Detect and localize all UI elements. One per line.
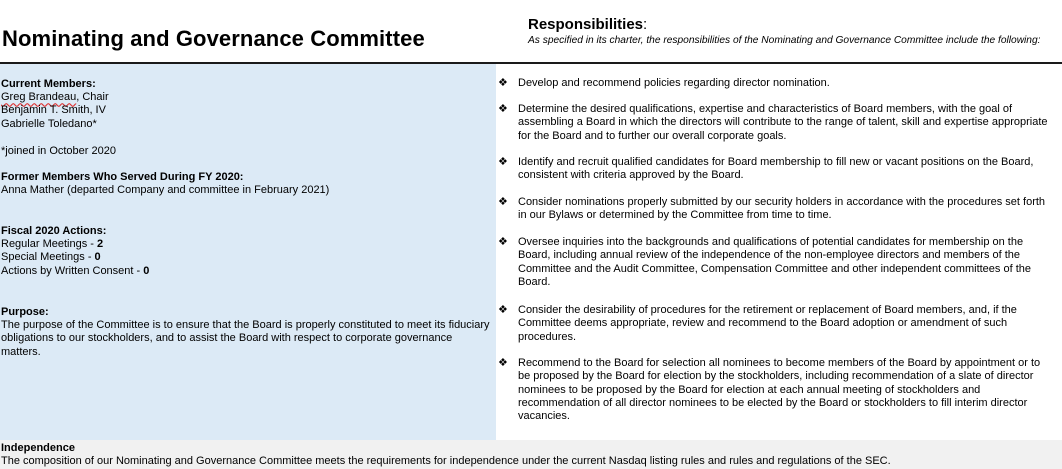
responsibilities-heading xyxy=(528,16,647,33)
list-item-text: Determine the desired qualifications, expertise and characteristics of Board members, with the goal of assembling a Board in which the directors will contribute to the range of talent, skill and expertise appropriate for the Board and to further our overall corporate goals. xyxy=(518,103,1048,142)
member-chair xyxy=(1,91,109,104)
fiscal-actions-heading: Fiscal 2020 Actions: xyxy=(1,225,107,237)
regular-meetings-value: 2 xyxy=(97,238,104,251)
current-members-heading: Current Members: xyxy=(1,78,96,90)
written-consent-row xyxy=(1,265,149,278)
purpose-heading: Purpose: xyxy=(1,306,49,318)
independence-section xyxy=(0,440,1062,469)
diamond-bullet-icon: ❖ xyxy=(498,77,508,89)
written-consent-value: 0 xyxy=(143,264,150,277)
special-meetings-label: Special Meetings - xyxy=(1,251,95,264)
former-member-item: Anna Mather (departed Company and committee in February 2021) xyxy=(1,184,330,197)
fiscal-actions-section xyxy=(1,225,149,278)
list-item-text: Develop and recommend policies regarding director nomination. xyxy=(518,77,830,89)
regular-meetings-label: Regular Meetings - xyxy=(1,238,97,251)
responsibilities-heading-text: Responsibilities xyxy=(528,16,644,33)
chair-role: , Chair xyxy=(76,91,109,104)
list-item-text: Oversee inquiries into the backgrounds and qualifications of potential candidates for membership on the Board, including annual review of the independence of the non-employee directors and members of the Committee and the Audit Committee, Compensation Committee and other independent committees of the Board. xyxy=(518,236,1031,288)
member-item: Benjamin T. Smith, IV xyxy=(1,104,106,117)
regular-meetings-row xyxy=(1,238,149,251)
diamond-bullet-icon: ❖ xyxy=(498,304,508,316)
purpose-section xyxy=(1,306,491,359)
diamond-bullet-icon: ❖ xyxy=(498,236,508,248)
page-title: Nominating and Governance Committee xyxy=(2,26,425,51)
independence-heading: Independence xyxy=(1,442,75,454)
member-footnote: *joined in October 2020 xyxy=(1,145,116,157)
diamond-bullet-icon: ❖ xyxy=(498,357,508,369)
responsibilities-header xyxy=(496,0,1062,64)
title-bar xyxy=(0,0,496,64)
member-item: Gabrielle Toledano* xyxy=(1,117,97,130)
list-item-text: Consider the desirability of procedures for the retirement or replacement of Board members, and, if the Committee deems appropriate, review and recommend to the Board adoption or amendment of such procedures. xyxy=(518,304,1017,343)
responsibilities-intro: As specified in its charter, the responsibilities of the Nominating and Governance Committee include the following: xyxy=(528,35,1041,46)
diamond-bullet-icon: ❖ xyxy=(498,156,508,168)
current-members-section xyxy=(1,78,109,131)
responsibilities-heading-colon: : xyxy=(643,16,648,33)
diamond-bullet-icon: ❖ xyxy=(498,103,508,115)
diamond-bullet-icon: ❖ xyxy=(498,196,508,208)
former-members-heading: Former Members Who Served During FY 2020: xyxy=(1,171,244,183)
purpose-text: The purpose of the Committee is to ensure that the Board is properly constituted to meet its fiduciary obligations to our stockholders, and to assist the Board with respect to corporate governance matters. xyxy=(1,319,490,358)
list-item-text: Consider nominations properly submitted by our security holders in accordance with the procedures set forth in our Bylaws or determined by the Committee from time to time. xyxy=(518,196,1046,222)
independence-text: The composition of our Nominating and Governance Committee meets the requirements for independence under the current Nasdaq listing rules and rules and regulations of the SEC. xyxy=(1,455,891,467)
former-members-section xyxy=(1,171,329,197)
list-item-text: Recommend to the Board for selection all nominees to become members of the Board by appointment or to be proposed by the Board for election by the stockholders, including recommendation of a slate of director nominees to be proposed by the Board for election at each annual meeting of stockholders and recommendation of all director nominees to be elected by the Board or stockholders to fill interim director vacancies. xyxy=(518,357,1041,423)
special-meetings-value: 0 xyxy=(94,251,101,264)
list-item-text: Identify and recruit qualified candidates for Board membership to fill new or vacant positions on the Board, consistent with criteria approved by the Board. xyxy=(518,156,1034,182)
special-meetings-row xyxy=(1,251,149,264)
written-consent-label: Actions by Written Consent - xyxy=(1,264,144,277)
chair-name: Greg Brandeau xyxy=(1,91,77,104)
